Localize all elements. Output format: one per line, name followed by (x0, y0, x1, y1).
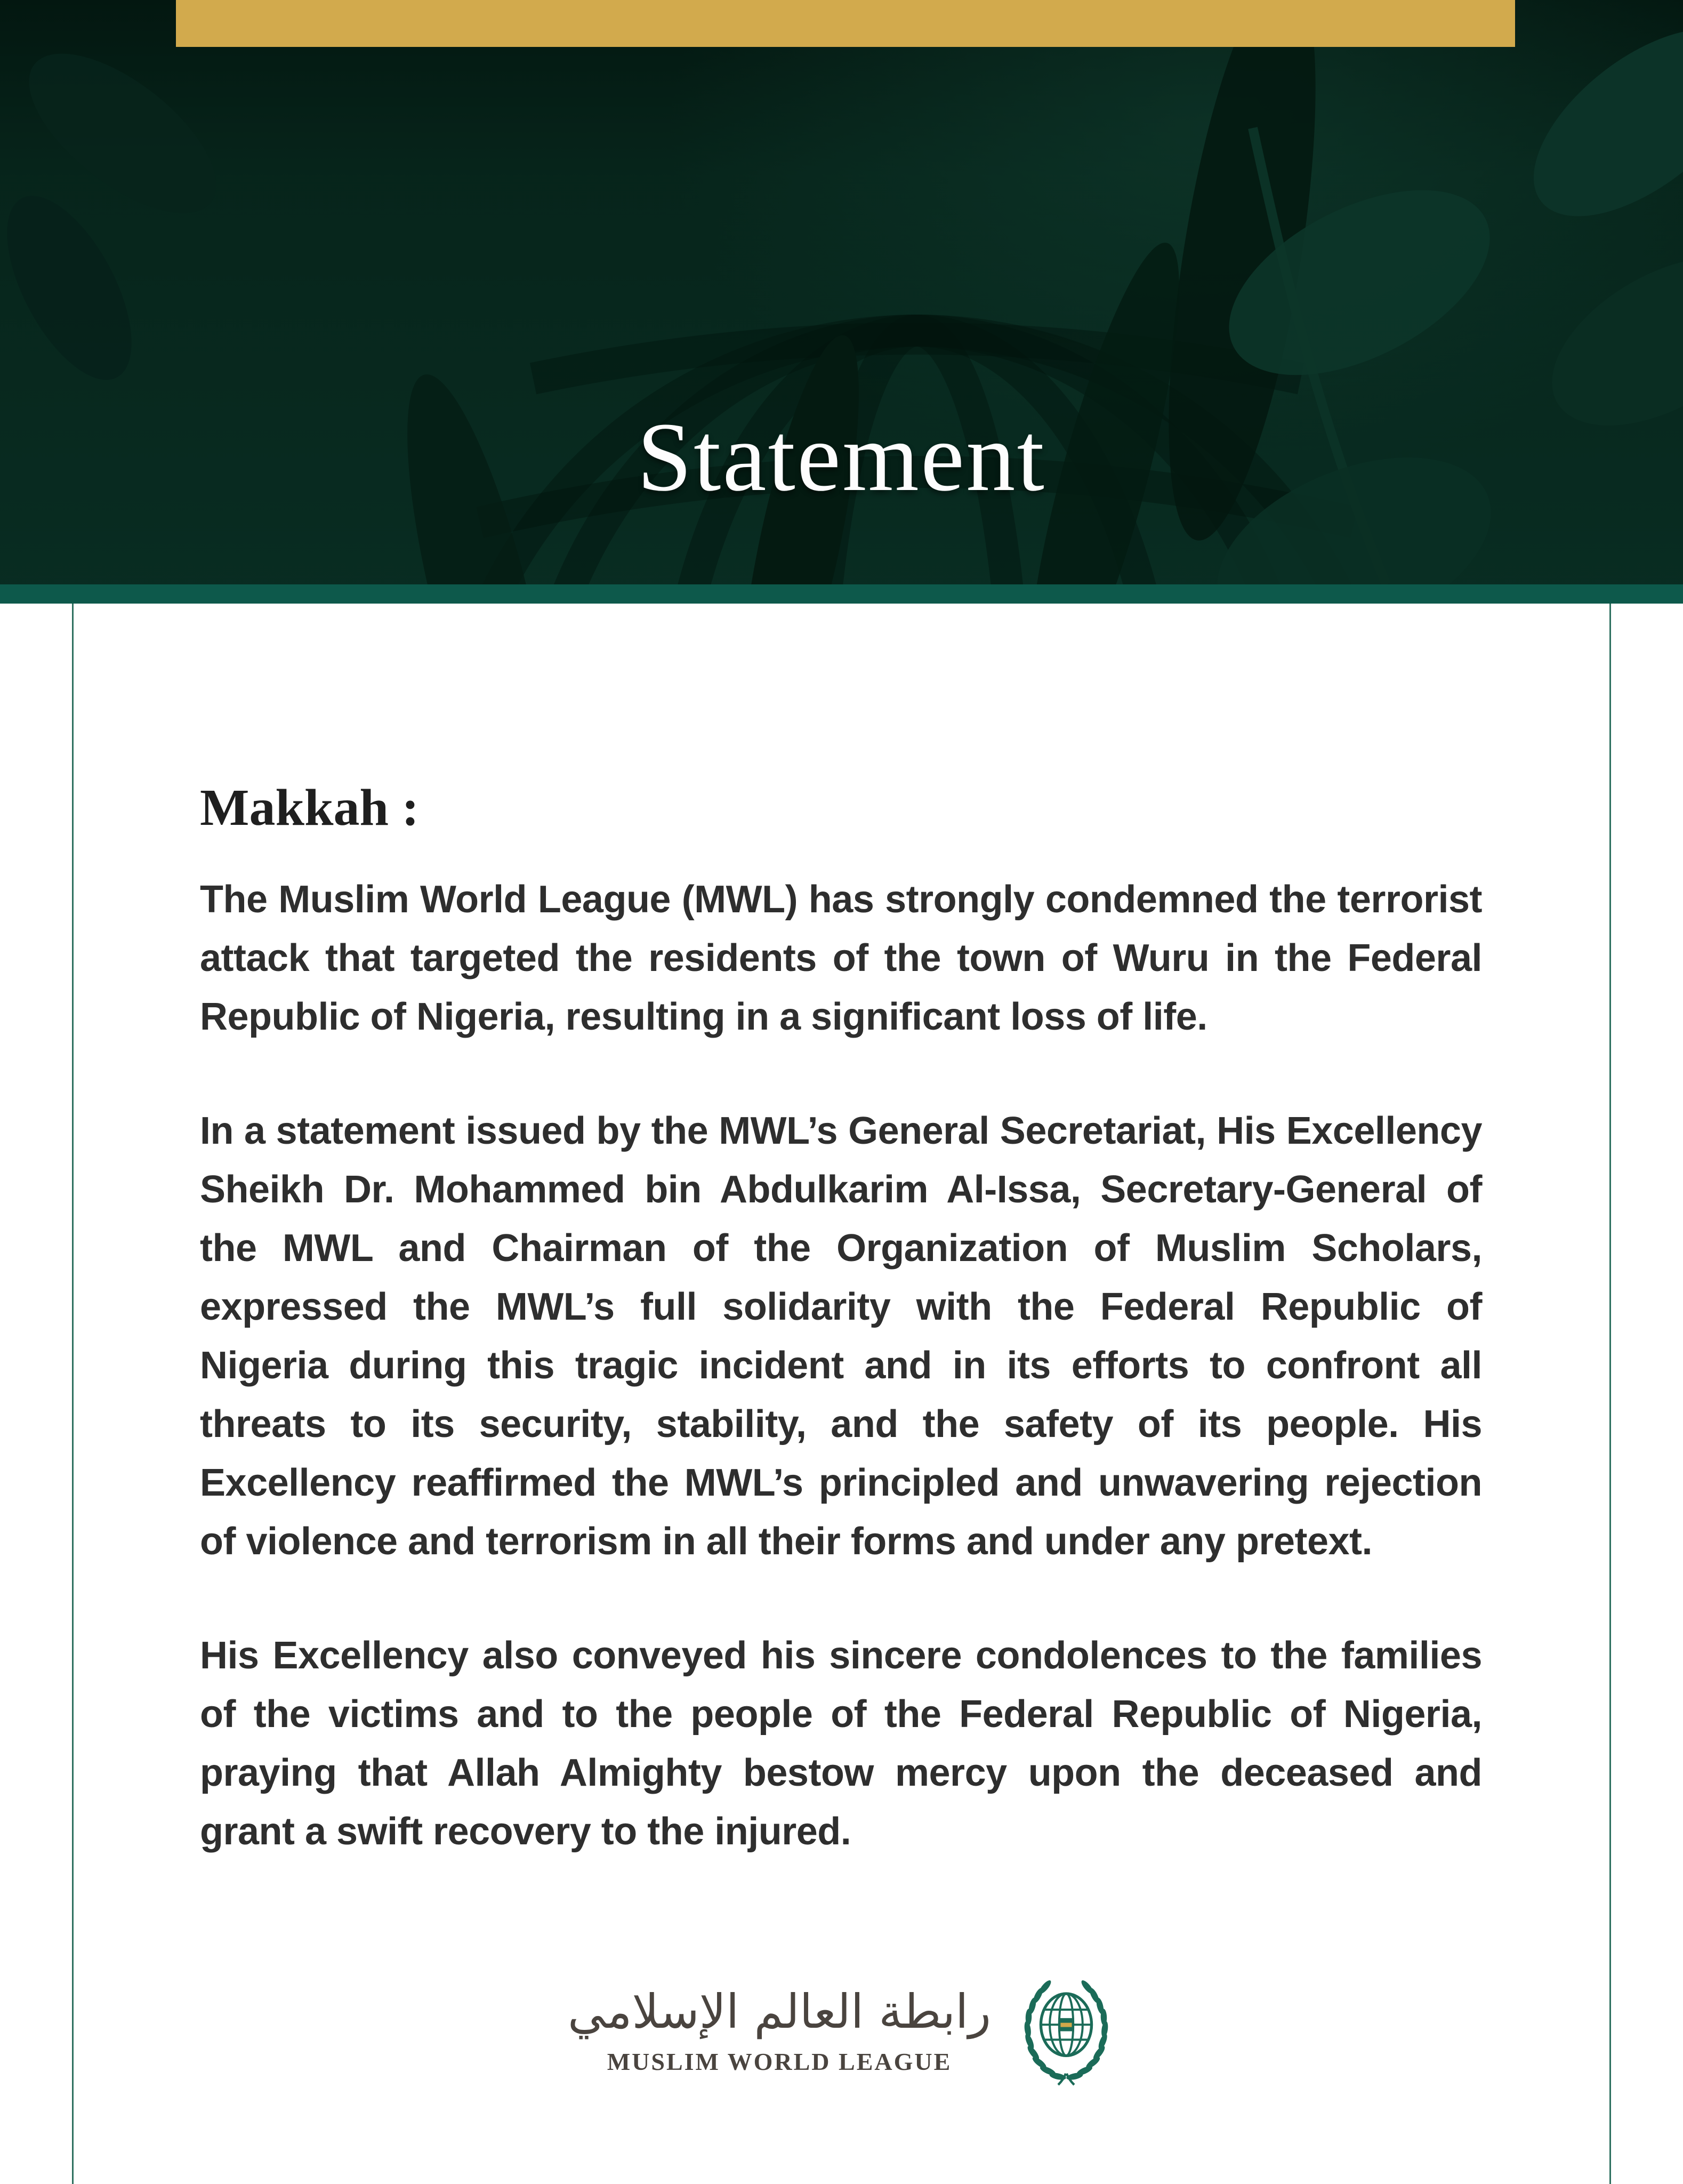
right-frame-rule (1609, 604, 1611, 2184)
hero-header (0, 0, 1683, 584)
statement-paragraph-2: In a statement issued by the MWL’s General Secretariat, His Excellency Sheikh Dr. Mohammed bin Abdulkarim Al-Issa, Secretary-General of the MWL and Chairman of the Organization of Muslim Scholars, expressed the MWL’s full solidarity with the Federal Republic of Nigeria during this tragic incident and in its efforts to confront all threats to its security, stability, and the safety of its people. His Excellency reaffirmed the MWL’s principled and unwavering rejection of violence and terrorism in all their forms and under any pretext. (200, 1109, 1482, 1563)
teal-divider-band (0, 584, 1683, 604)
statement-body (200, 780, 1482, 1916)
mwl-logo (568, 1973, 1115, 2086)
mwl-arabic-logotype: رابطة العالم الإسلامي (567, 1984, 992, 2040)
dateline-heading: Makkah : (200, 779, 420, 837)
statement-paragraph-3: His Excellency also conveyed his sincere condolences to the families of the victims and to the people of the Federal Republic of Nigeria, praying that Allah Almighty bestow mercy upon the deceased and grant a swift recovery to the injured. (200, 1634, 1482, 1853)
mwl-latin-logotype: MUSLIM WORLD LEAGUE (607, 2048, 952, 2075)
page-title: Statement (637, 403, 1046, 512)
mwl-emblem (1017, 1973, 1115, 2086)
statement-paragraph-1: The Muslim World League (MWL) has strongly condemned the terrorist attack that targeted the residents of the town of Wuru in the Federal Republic of Nigeria, resulting in a significant loss of life. (200, 878, 1482, 1038)
gold-accent-bar (176, 0, 1515, 47)
left-frame-rule (72, 604, 74, 2184)
kaaba-door-icon (1060, 2023, 1072, 2027)
mwl-logotype (568, 1985, 991, 2074)
